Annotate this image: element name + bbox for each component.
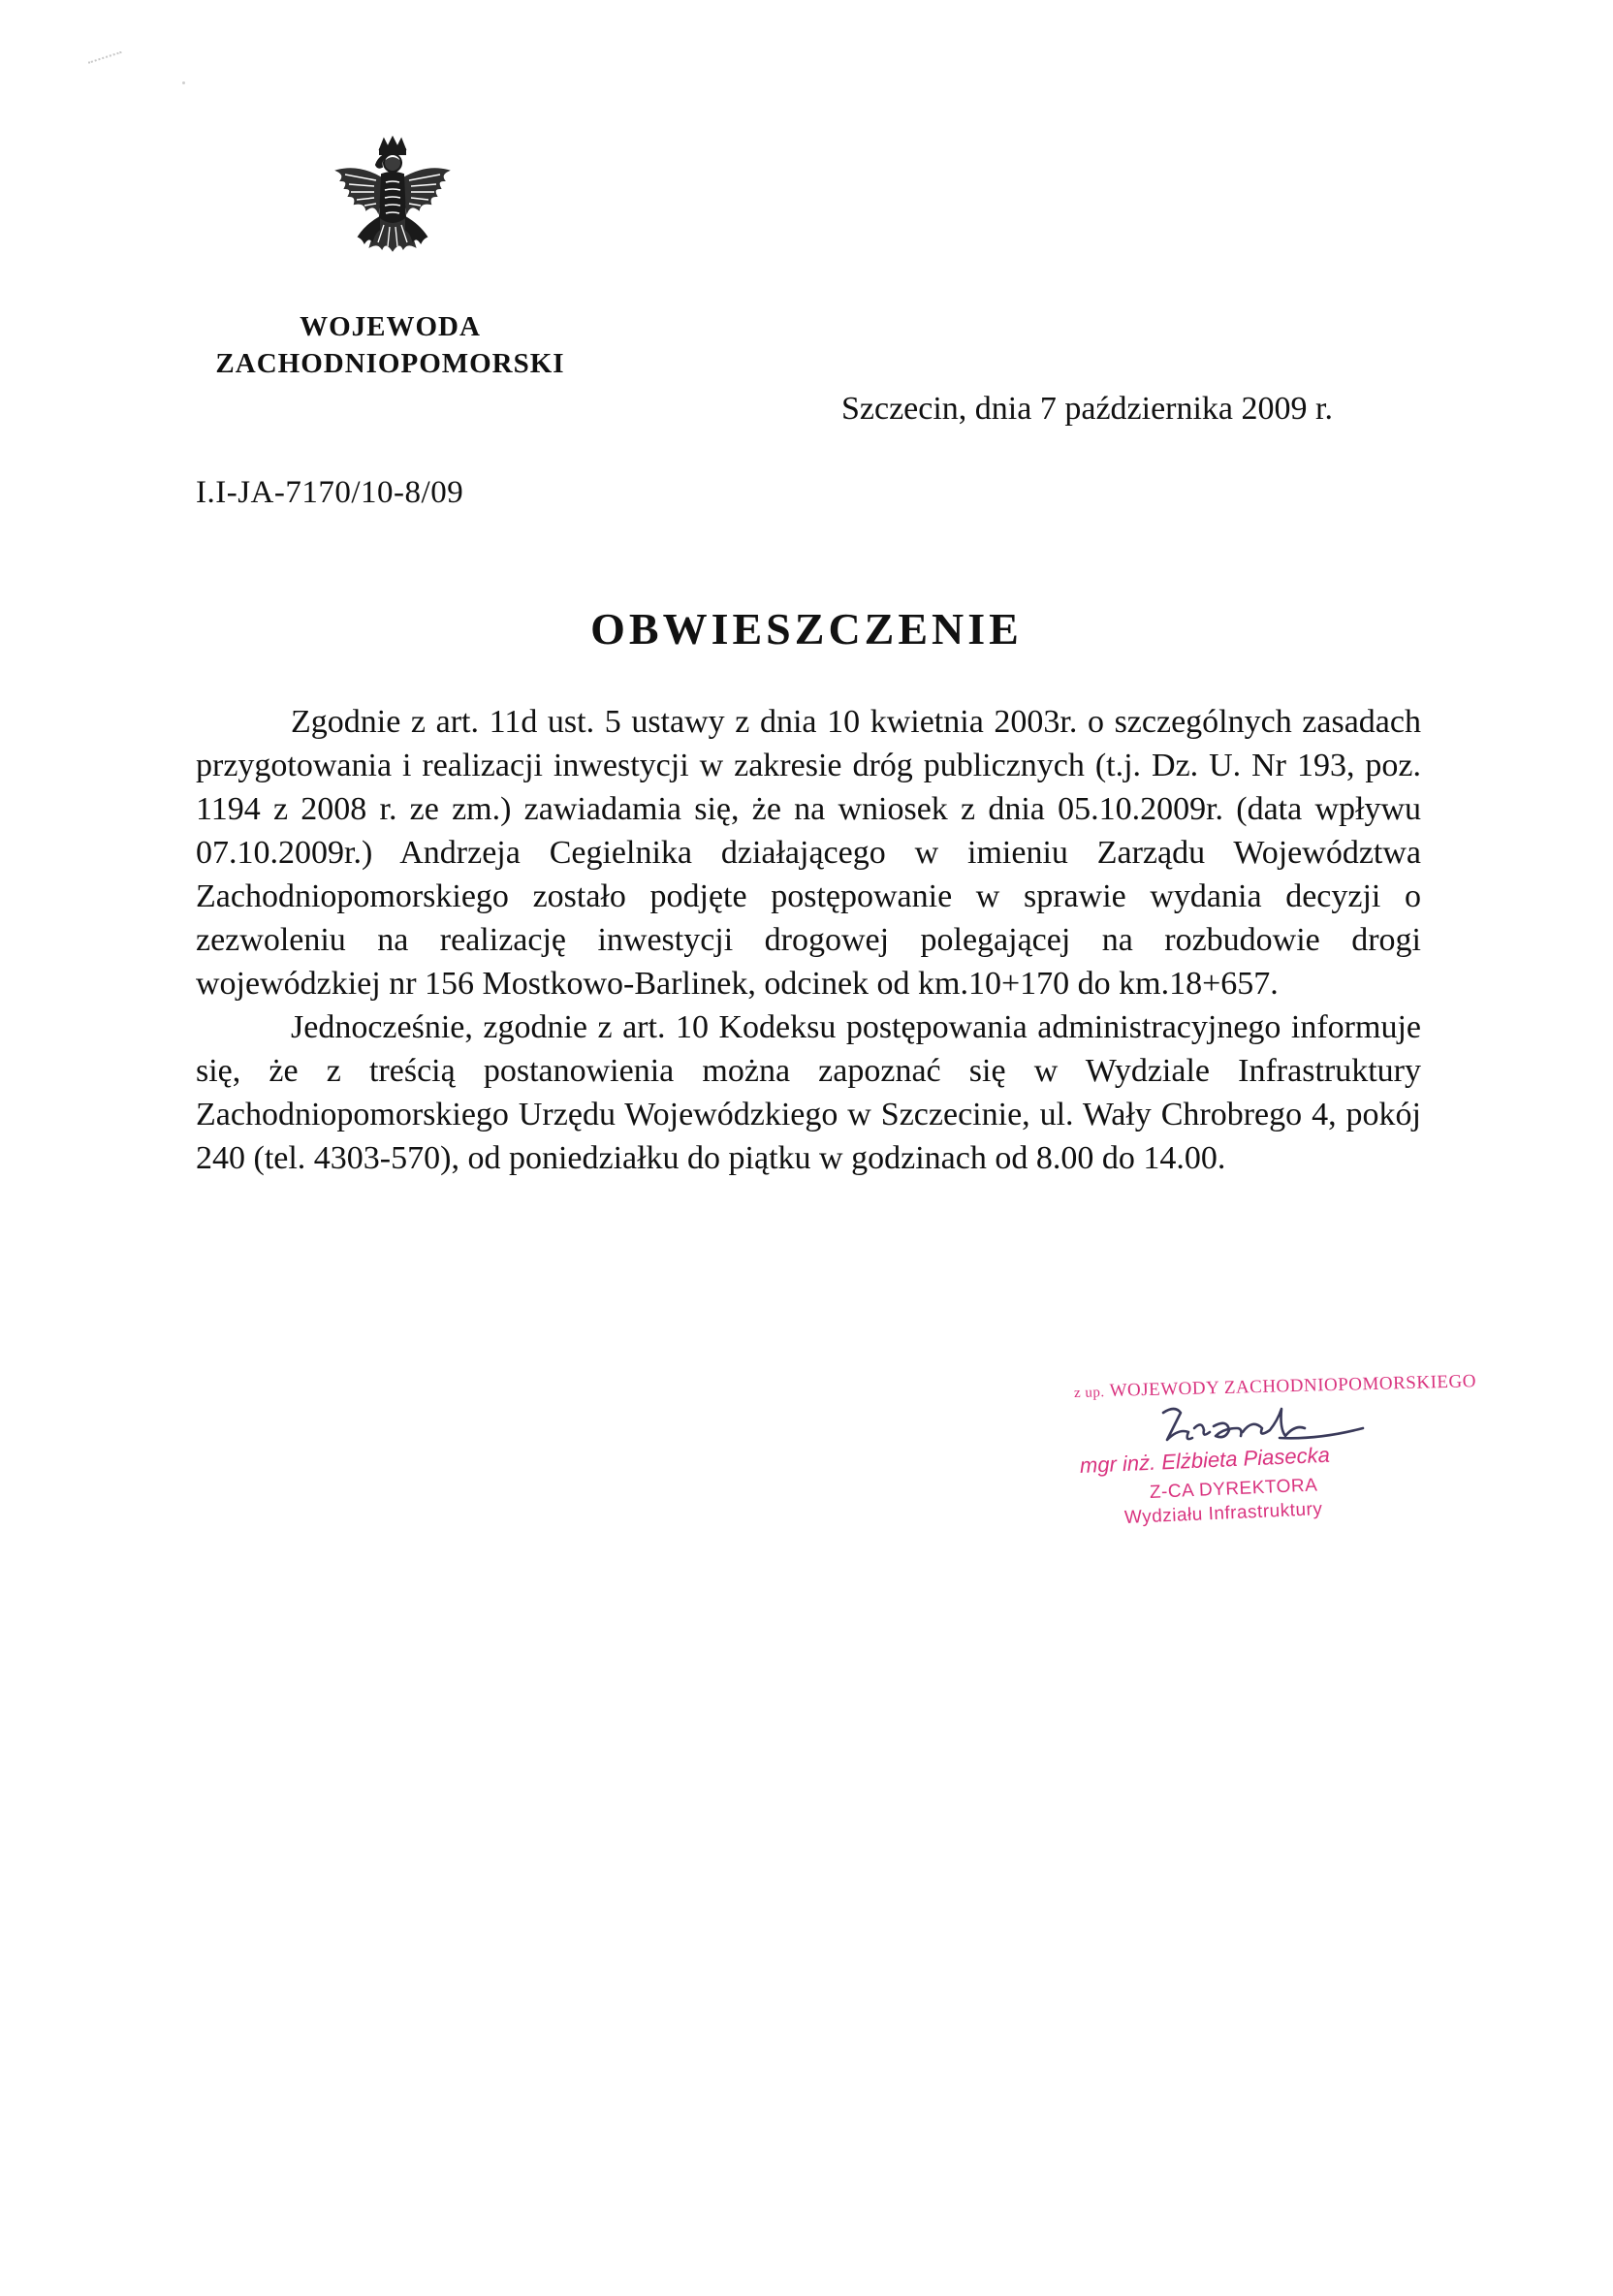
issuing-authority <box>145 308 635 382</box>
authority-line-1: WOJEWODA <box>300 311 481 342</box>
polish-eagle-emblem-icon <box>320 136 465 271</box>
document-body <box>196 700 1421 1180</box>
stamp-authority: WOJEWODY ZACHODNIOPOMORSKIEGO <box>1109 1371 1477 1402</box>
body-paragraph-1: Zgodnie z art. 11d ust. 5 ustawy z dnia 10 kwietnia 2003r. o szczególnych zasadach przygotowania i realizacji inwestycji w zakresie dróg publicznych (t.j. Dz. U. Nr 193, poz. 1194 z 2008 r. ze zm.) zawiadamia się, że na wniosek z dnia 05.10.2009r. (data wpływu 07.10.2009r.) Andrzeja Cegielnika działającego w imieniu Zarządu Województwa Zachodniopomorskiego zostało podjęte postępowanie w sprawie wydania decyzji o zezwoleniu na realizację inwestycji drogowej polegającej na rozbudowie drogi wojewódzkiej nr 156 Mostkowo-Barlinek, odcinek od km.10+170 do km.18+657. <box>196 704 1421 1002</box>
official-stamp <box>1057 1371 1477 1537</box>
scan-artifact <box>88 51 126 75</box>
scan-artifact-dot <box>182 81 185 84</box>
stamp-prefix: z up. <box>1073 1385 1105 1401</box>
case-reference-number: I.I-JA-7170/10-8/09 <box>196 475 464 510</box>
signatory-role: Z-CA DYREKTORA <box>1149 1475 1318 1503</box>
signatory-department: Wydziału Infrastruktury <box>1123 1499 1323 1528</box>
body-paragraph-2: Jednocześnie, zgodnie z art. 10 Kodeksu postępowania administracyjnego informuje się, że z treścią postanowienia można zapoznać się w Wydziale Infrastruktury Zachodniopomorskiego Urzędu Wojewódzkiego w Szczecinie, ul. Wały Chrobrego 4, pokój 240 (tel. 4303-570), od poniedziałku do piątku w godzinach od 8.00 do 14.00. <box>196 1009 1421 1176</box>
document-title: OBWIESZCZENIE <box>590 604 1023 654</box>
place-and-date: Szczecin, dnia 7 października 2009 r. <box>841 391 1333 427</box>
signatory-name: mgr inż. Elżbieta Piasecka <box>1079 1442 1331 1478</box>
authority-line-2: ZACHODNIOPOMORSKI <box>215 348 565 379</box>
